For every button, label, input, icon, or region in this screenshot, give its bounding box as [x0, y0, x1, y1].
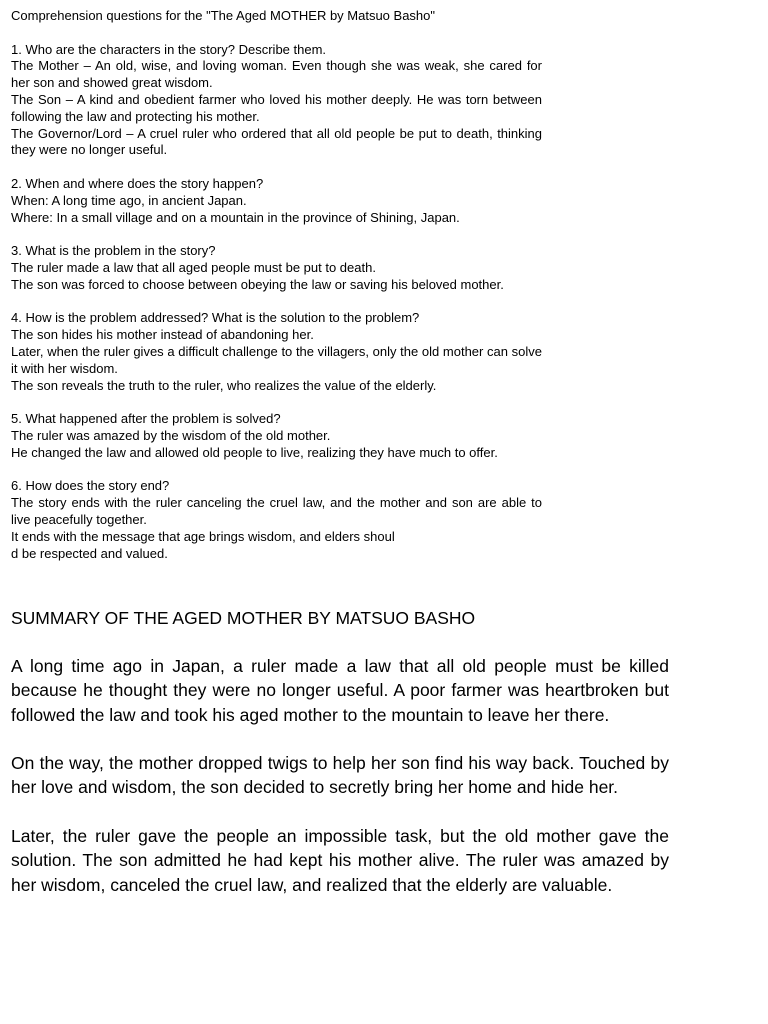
question-6: 6. How does the story end? [11, 478, 170, 494]
answer-1-governor: The Governor/Lord – A cruel ruler who ordered that all old people be put to death, thinking they were no longer useful. [11, 125, 542, 158]
answer-3-choice: The son was forced to choose between obeying the law or saving his beloved mother. [11, 276, 504, 292]
question-2: 2. When and where does the story happen? [11, 175, 264, 191]
answer-4-hides: The son hides his mother instead of abandoning her. [11, 327, 314, 343]
summary-paragraph-1: A long time ago in Japan, a ruler made a law that all old people must be killed because he thought they were no longer useful. A poor farmer was heartbroken but followed the law and took his aged mother to the mountain to leave her there. [11, 656, 669, 725]
summary-paragraph-3: Later, the ruler gave the people an impossible task, but the old mother gave the solution. The son admitted he had kept his mother alive. The ruler was amazed by her wisdom, canceled the cruel law, and realized that the elderly are valuable. [11, 826, 669, 895]
answer-3-law: The ruler made a law that all aged people must be put to death. [11, 259, 376, 275]
question-3: 3. What is the problem in the story? [11, 243, 216, 259]
answer-2-where: Where: In a small village and on a mountain in the province of Shining, Japan. [11, 209, 460, 225]
summary-title: SUMMARY OF THE AGED MOTHER BY MATSUO BASHO [11, 608, 476, 628]
comprehension-questions-section [11, 8, 542, 562]
answer-6-message-part-1: It ends with the message that age brings wisdom, and elders shoul [11, 528, 395, 544]
answer-1-son: The Son – A kind and obedient farmer who loved his mother deeply. He was torn between following the law and protecting his mother. [11, 91, 542, 124]
answer-5-amazed: The ruler was amazed by the wisdom of the old mother. [11, 427, 331, 443]
answer-2-when: When: A long time ago, in ancient Japan. [11, 192, 247, 208]
summary-section [11, 654, 669, 921]
answer-5-changed-law: He changed the law and allowed old people to live, realizing they have much to offer. [11, 444, 498, 460]
answer-4-reveals: The son reveals the truth to the ruler, who realizes the value of the elderly. [11, 377, 437, 393]
question-4: 4. How is the problem addressed? What is the solution to the problem? [11, 310, 420, 326]
answer-1-mother: The Mother – An old, wise, and loving woman. Even though she was weak, she cared for her son and showed great wisdom. [11, 58, 542, 91]
summary-paragraph-2: On the way, the mother dropped twigs to help her son find his way back. Touched by her love and wisdom, the son decided to secretly bring her home and hide her. [11, 753, 669, 798]
answer-6-message-part-2: d be respected and valued. [11, 545, 168, 561]
question-5: 5. What happened after the problem is solved? [11, 411, 281, 427]
document-heading: Comprehension questions for the "The Aged MOTHER by Matsuo Basho" [11, 8, 435, 23]
question-1: 1. Who are the characters in the story? Describe them. [11, 41, 327, 57]
answer-6-ending: The story ends with the ruler canceling the cruel law, and the mother and son are able to live peacefully together. [11, 495, 542, 527]
answer-4-challenge: Later, when the ruler gives a difficult challenge to the villagers, only the old mother can solve it with her wisdom. [11, 343, 542, 376]
